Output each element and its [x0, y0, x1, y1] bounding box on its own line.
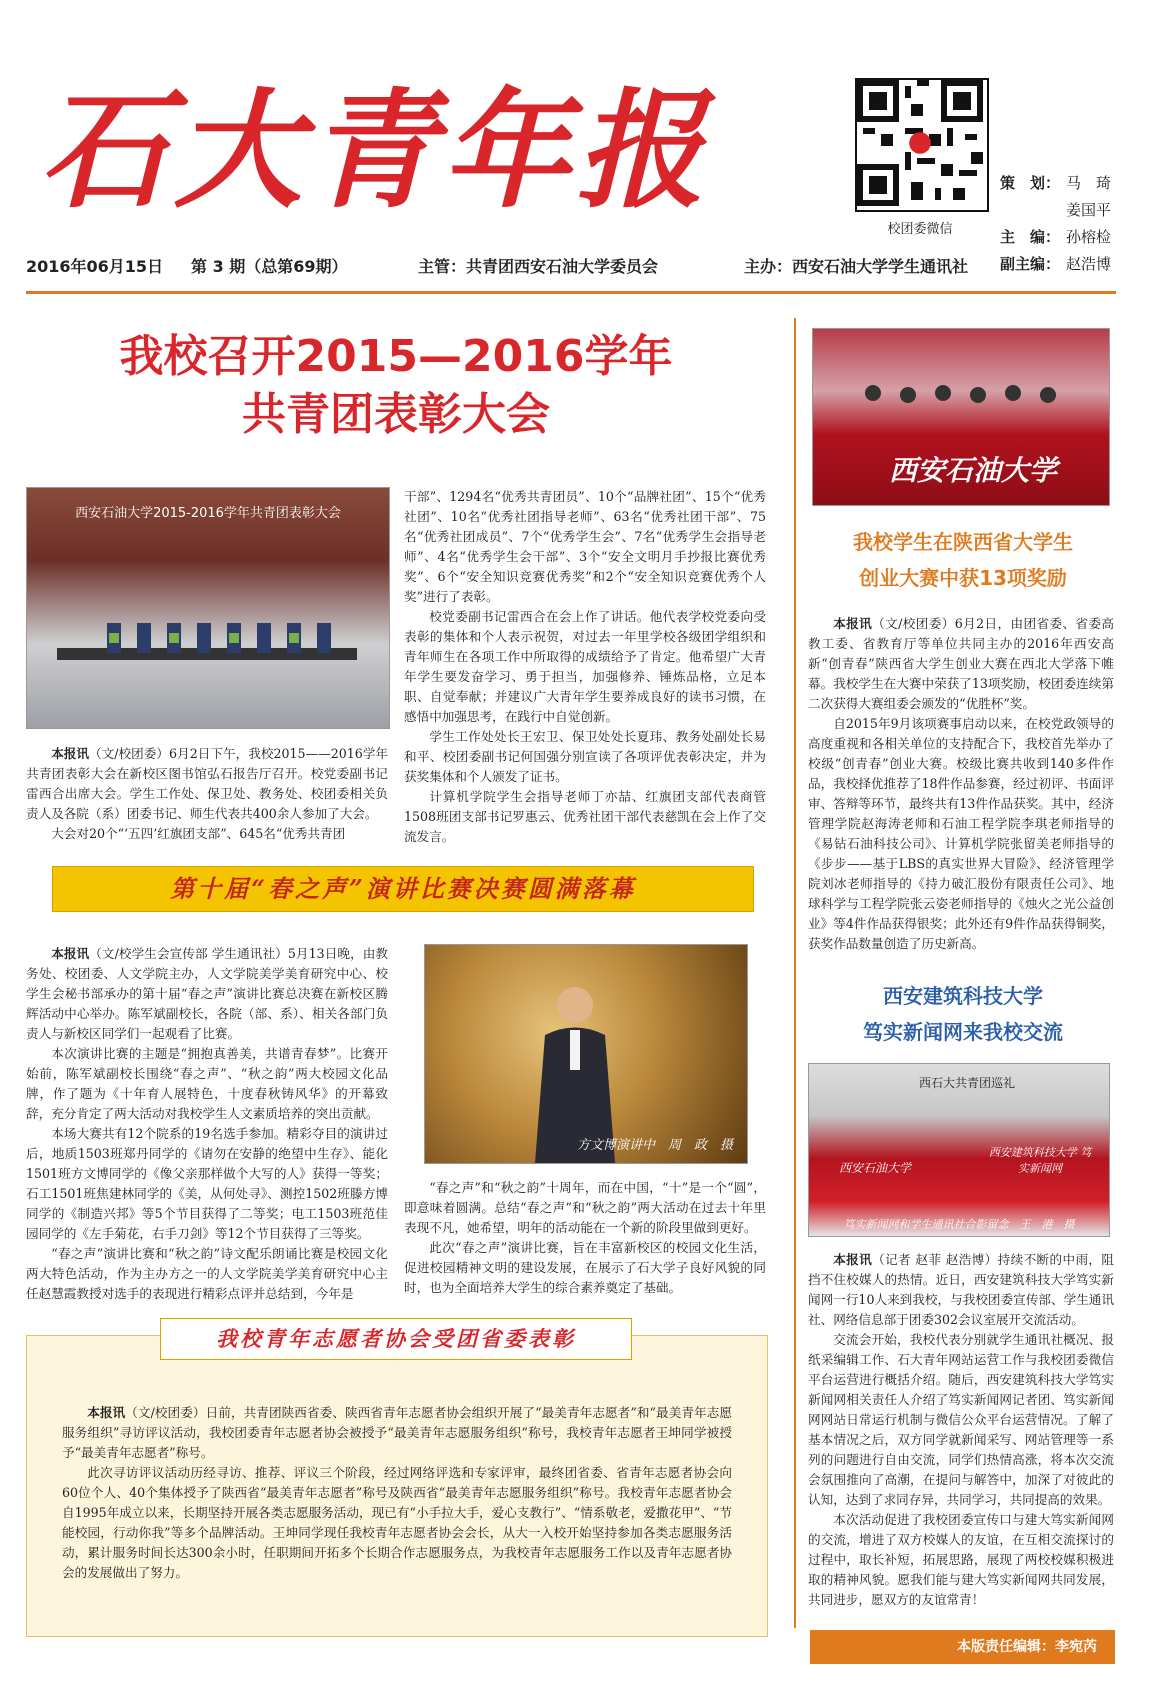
- paragraph: 干部”、1294名“优秀共青团员”、10个“品牌社团”、15个“优秀社团”、10名“优秀社团指导老师”、63名“优秀社团干部”、75名“优秀社团成员”、7个“优秀学生会”、7名“优秀学生会指导老师”、4名“优秀学生会干部”、3个“安全文明月手抄报比赛优秀奖”、6个“安全知识竞赛优秀奖”和2个“安全知识竞赛优秀个人奖”进行了表彰。: [404, 489, 766, 604]
- staff-role: 策 划：: [1000, 174, 1061, 192]
- staff-role: 主 编：: [1000, 228, 1061, 246]
- column-divider: [794, 318, 796, 1628]
- article2-right-text: [404, 1178, 766, 1298]
- paragraph: 此次寻访评议活动历经寻访、推荐、评议三个阶段，经过网络评选和专家评审，最终团省委、省青年志愿者协会向60位个人、40个集体授予了陕西省“最美青年志愿者”称号及陕西省“最美青年志愿服务组织”称号。我校青年志愿者协会自1995年成立以来，长期坚持开展各类志愿服务活动，现已有“小手拉大手，爱心支教行”、“情系敬老，爱撒花甲”、“节能校园，行动你我”等多个品牌活动。王坤同学现任我校青年志愿者协会会长，从大一入校开始坚持参加各类志愿服务活动，累计服务时间长达300余小时，任职期间开拓多个长期合作志愿服务点，为我校青年志愿服务工作以及青年志愿者协会的发展做出了努力。: [62, 1465, 732, 1580]
- photo-banner-left: 西安石油大学: [839, 1161, 912, 1175]
- article3-text: [62, 1403, 732, 1583]
- staff-name: 孙榕检: [1066, 228, 1112, 246]
- photo-banner-text: 西安石油大学: [888, 454, 1057, 487]
- lead-label: 本报讯: [51, 746, 90, 761]
- staff-role: 副主编：: [1000, 255, 1061, 273]
- paragraph: 本次演讲比赛的主题是“拥抱真善美，共谱青春梦”。比赛开始前，陈军斌副校长围绕“春之声”、“秋之韵”两大校园文化品牌，作了题为《十年育人展特色，十度春秋铸风华》的开幕致辞，充分肯定了两大活动对我校学生人文素质培养的突出贡献。: [26, 1046, 388, 1121]
- article1-headline: [26, 328, 766, 444]
- article5-text: [808, 1250, 1114, 1610]
- paragraph: 计算机学院学生会指导老师丁亦喆、红旗团支部代表商管1508班团支部书记罗惠云、优秀社团干部代表慈凯在会上作了交流发言。: [404, 789, 766, 844]
- headline-line: 我校学生在陕西省大学生: [853, 530, 1073, 554]
- paragraph: 6月2日，由团省委、省委高教工委、省教育厅等单位共同主办的2016年西安高新“创青春”陕西省大学生创业大赛在西北大学落下帷幕。我校学生在大赛中荣获了13项奖励，校团委连续第二次获得大赛组委会颁发的“优胜杯”奖。: [808, 616, 1114, 711]
- header-divider: [26, 291, 1116, 294]
- paragraph: 学生工作处处长王宏卫、保卫处处长夏玮、教务处副处长易和平、校团委副书记何国强分别宣读了各项评优表彰决定，并为获奖集体和个人颁发了证书。: [404, 729, 766, 784]
- headline-line: 我校召开2015—2016学年: [119, 331, 673, 382]
- paragraph: “春之声”和“秋之韵”十周年，而在中国，“十”是一个“圆”，即意味着圆满。总结“春之声”和“秋之韵”两大活动在过去十年里表现不凡，她希望，明年的活动能在一个新的阶段里做到更好。: [404, 1180, 766, 1235]
- lead-source: （文/校学生会宣传部 学生通讯社）: [89, 946, 288, 961]
- photo-banner-text: 西安石油大学2015-2016学年共青团表彰大会: [75, 506, 341, 521]
- staff-role: [1000, 197, 1066, 224]
- headline-line: 西安建筑科技大学: [883, 984, 1043, 1008]
- photo-sign-text: 西石大共青团巡礼: [919, 1076, 1016, 1090]
- lead-source: （文/校团委）: [125, 1405, 206, 1420]
- lead-label: 本报讯: [51, 946, 90, 961]
- paragraph: 大会对20个“‘五四’红旗团支部”、645名“优秀共青团: [51, 826, 346, 841]
- qr-code-image: [855, 78, 989, 212]
- staff-name: 马 琦: [1066, 174, 1112, 192]
- lead-label: 本报讯: [833, 616, 873, 631]
- article1-right-text: [404, 487, 766, 847]
- paragraph: 本次活动促进了我校团委宣传口与建大笃实新闻网的交流，增进了双方校媒人的友谊，在互相交流探讨的过程中，取长补短，拓展思路，展现了两校校媒积极进取的精神风貌。愿我们能与建大笃实新闻网共同发展，共同进步，愿双方的友谊常青！: [808, 1512, 1114, 1607]
- issue-sponsor: 主办：西安石油大学学生通讯社: [744, 257, 969, 276]
- lead-source: （记者 赵菲 赵浩博）: [872, 1252, 998, 1267]
- photo-credit: 笃实新闻网和学生通讯社合影留念 王 港 摄: [843, 1218, 1075, 1231]
- photo-credit: 方文博演讲中 周 政 摄: [576, 1138, 733, 1153]
- paragraph: 校党委副书记雷西合在会上作了讲话。他代表学校党委向受表彰的集体和个人表示祝贺，对过去一年里学校各级团学组织和青年师生在各项工作中所取得的成绩给予了肯定。他希望广大青年学生要发奋学习、勇于担当，加强修养、锤炼品格，立足本职、自觉奉献；并建议广大青年学生要养成良好的读书习惯，在感悟中加强思考，在践行中自觉创新。: [404, 609, 766, 724]
- lead-source: （文/校团委）: [872, 616, 955, 631]
- article2-banner: 第十届“春之声”演讲比赛决赛圆满落幕: [52, 866, 754, 912]
- group-photo: [808, 1063, 1110, 1237]
- article2-left-text: [26, 944, 388, 1304]
- headline-line: 笃实新闻网来我校交流: [863, 1020, 1063, 1044]
- issue-line: [26, 252, 1146, 282]
- headline-line: 创业大赛中获13项奖励: [859, 566, 1067, 590]
- award-photo: [812, 328, 1110, 506]
- ceremony-photo: [26, 487, 390, 729]
- qr-caption: 校团委微信: [887, 222, 953, 237]
- lead-source: （文/校团委）: [89, 746, 170, 761]
- paragraph: 5月13日晚，由教务处、校团委、人文学院主办，人文学院美学美育研究中心、校学生会秘书部承办的第十届“春之声”演讲比赛总决赛在新校区腾辉活动中心举办。陈军斌副校长，各院（部、系）、相关各部门负责人与新校区同学们一起观看了比赛。: [26, 946, 389, 1041]
- paragraph: “春之声”演讲比赛和“秋之韵”诗文配乐朗诵比赛是校园文化两大特色活动，作为主办方之一的人文学院美学美育研究中心主任赵慧霞教授对选手的表现进行精彩点评并总结到，今年是: [26, 1246, 388, 1301]
- staff-name: 姜国平: [1066, 201, 1112, 219]
- issue-date: 2016年06月15日: [26, 257, 164, 276]
- issue-number: 第 3 期（总第69期）: [191, 257, 348, 276]
- staff-name: 赵浩博: [1066, 255, 1112, 273]
- article5-headline: [808, 978, 1118, 1050]
- lead-label: 本报讯: [833, 1252, 873, 1267]
- newspaper-title: 石大青年报: [40, 77, 711, 226]
- lead-label: 本报讯: [87, 1405, 126, 1420]
- article3-title: 我校青年志愿者协会受团省委表彰: [160, 1318, 632, 1360]
- article4-headline: [808, 524, 1118, 596]
- issue-supervisor: 主管：共青团西安石油大学委员会: [418, 257, 659, 276]
- paragraph: 此次“春之声”演讲比赛，旨在丰富新校区的校园文化生活，促进校园精神文明的建设发展，在展示了石大学子良好风貌的同时，也为全面培养大学生的综合素养奠定了基础。: [404, 1240, 766, 1295]
- headline-line: 共青团表彰大会: [242, 389, 550, 440]
- article4-text: [808, 614, 1114, 954]
- paragraph: 自2015年9月该项赛事启动以来，在校党政领导的高度重视和各相关单位的支持配合下，我校首先举办了校级“创青春”创业大赛。校级比赛共收到140多件作品，我校择优推荐了18件作品参赛，经过初评、书面评审、答辩等环节，最终共有13件作品获奖。其中，经济管理学院赵海涛老师和石油工程学院李琪老师指导的《易钻石油科技公司》、计算机学院张留美老师指导的《步步——基于LBS的真实世界大冒险》、经济管理学院刘冰老师指导的《持力破汇股份有限责任公司》、地球科学与工程学院张云姿老师指导的《烛火之光公益创业》等4件作品获得银奖；此外还有9件作品获得铜奖，获奖作品数量创造了历史新高。: [808, 716, 1114, 951]
- paragraph: 日前，共青团陕西省委、陕西省青年志愿者协会组织开展了“最美青年志愿者”和“最美青年志愿服务组织”寻访评议活动，我校团委青年志愿者协会被授予“最美青年志愿服务组织”称号，我校青年志愿者王坤同学被授予“最美青年志愿者”称号。: [62, 1405, 733, 1460]
- article1-left-text: [26, 744, 388, 844]
- speech-photo: [424, 944, 748, 1164]
- page-editor-bar: 本版责任编辑：李宛芮: [810, 1630, 1115, 1664]
- paragraph: 6月2日下午，我校2015——2016学年共青团表彰大会在新校区图书馆弘石报告厅召开。校党委副书记雷西合出席大会。学生工作处、保卫处、教务处、校团委相关负责人及各院（系）团委书记、师生代表共400余人参加了大会。: [26, 746, 388, 821]
- paragraph: 持续不断的中雨，阻挡不住校媒人的热情。近日，西安建筑科技大学笃实新闻网一行10人来到我校，与我校团委宣传部、学生通讯社、网络信息部于团委302会议室展开交流活动。: [808, 1252, 1114, 1327]
- photo-banner-right: 西安建筑科技大学 笃实新闻网: [988, 1146, 1092, 1175]
- paragraph: 交流会开始，我校代表分别就学生通讯社概况、报纸采编辑工作、石大青年网站运营工作与我校团委微信平台运营进行概括介绍。随后，西安建筑科技大学笃实新闻网相关责任人介绍了笃实新闻网记者团、笃实新闻网网站日常运行机制与微信公众平台运营情况。了解了基本情况之后，双方同学就新闻采写、网站管理等一系列的问题进行自由交流，同学们热情高涨，将本次交流会氛围推向了高潮，在提问与解答中，加深了对彼此的认知，达到了求同存异，共同学习，共同提高的效果。: [808, 1332, 1114, 1507]
- paragraph: 本场大赛共有12个院系的19名选手参加。精彩夺目的演讲过后，地质1503班郑丹同学的《请勿在安静的绝望中生存》、能化1501班方文博同学的《像父亲那样做个大写的人》获得一等奖；石工1501班焦建林同学的《美，从何处寻》、测控1502班滕方博同学的《制造兴邦》等5个节目获得了二等奖；电工1503班范佳园同学的《左手菊花，右手刀剑》等12个节目获得了三等奖。: [26, 1126, 388, 1241]
